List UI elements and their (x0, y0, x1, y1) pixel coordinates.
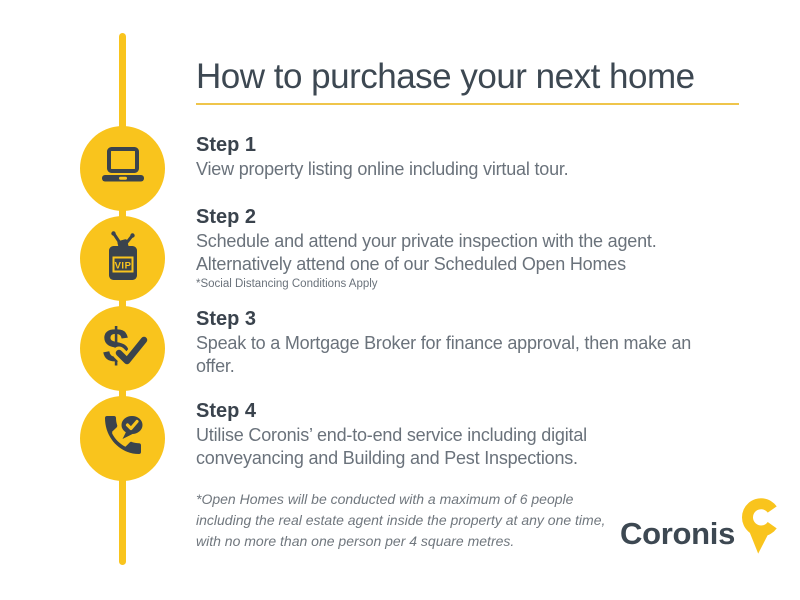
step-4-block (196, 399, 756, 469)
coronis-wordmark: Coronis (620, 516, 736, 551)
step-1-text: View property listing online including virtual tour. (196, 159, 569, 179)
phone-check-icon (99, 412, 147, 465)
footnote-line2: including the real estate agent inside the property at any one time, (196, 512, 606, 528)
step-2-text-line1: Schedule and attend your private inspection with the agent. (196, 231, 657, 251)
step-3-text-line2: offer. (196, 355, 235, 376)
coronis-logo-icon (741, 493, 783, 562)
step-4-text-line2: conveyancing and Building and Pest Inspections. (196, 447, 578, 468)
open-homes-footnote (196, 489, 605, 552)
laptop-icon (99, 146, 147, 191)
step2-icon-circle (80, 216, 165, 301)
step-1-block (196, 133, 756, 181)
step-4-text-line1: Utilise Coronis’ end-to-end service including digital (196, 425, 587, 445)
dollar-sign-text: $ (102, 320, 129, 373)
dollar-check-icon (96, 319, 150, 378)
step-2-block (196, 205, 756, 290)
step4-icon-circle (80, 396, 165, 481)
step-2-note: *Social Distancing Conditions Apply (196, 278, 378, 290)
step-1-label: Step 1 (196, 134, 257, 156)
step1-icon-circle (80, 126, 165, 211)
step-2-label: Step 2 (196, 206, 257, 228)
vip-badge-icon (101, 230, 145, 287)
step3-icon-circle (80, 306, 165, 391)
step-4-label: Step 4 (196, 400, 257, 422)
step-3-block (196, 307, 756, 377)
footnote-line3: with no more than one person per 4 square metres. (196, 533, 515, 549)
step-3-text-line1: Speak to a Mortgage Broker for finance approval, then make an (196, 333, 692, 353)
title-underline (196, 103, 739, 105)
vip-badge-text: VIP (114, 260, 131, 272)
footnote-line1: *Open Homes will be conducted with a maximum of 6 people (196, 491, 574, 507)
step-3-label: Step 3 (196, 308, 257, 330)
page-title: How to purchase your next home (196, 57, 695, 96)
step-2-text-line2: Alternatively attend one of our Scheduled Open Homes (196, 253, 626, 274)
